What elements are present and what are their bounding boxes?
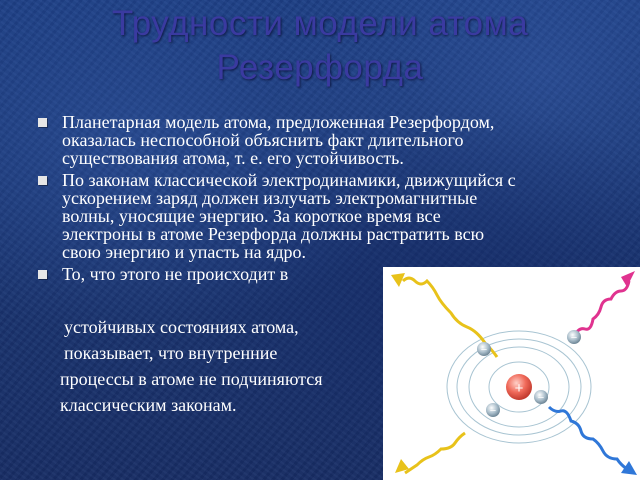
bullet-line: То, что этого не происходит в: [62, 264, 289, 284]
electron-sign: −: [489, 405, 497, 417]
bullet-line: свою энергию и упасть на ядро.: [62, 242, 307, 262]
continuation-line: процессы в атоме не подчиняются: [60, 369, 323, 389]
atom-diagram: [383, 267, 640, 480]
electron-sign: −: [570, 332, 578, 344]
electron: [567, 330, 581, 344]
bullet-square-icon: [38, 118, 47, 127]
slide-title-line-1: Трудности модели атома: [111, 4, 529, 43]
electron: [534, 390, 548, 404]
bullet-line: электроны в атоме Резерфорда должны растратить всю: [62, 224, 485, 244]
yellow-wave-lower: [405, 433, 465, 473]
bullet-line: ускорением заряд должен излучать электромагнитные: [62, 188, 478, 208]
arrow-head-icon: [621, 271, 635, 287]
electron: [486, 403, 500, 417]
slide-title-line-2: Резерфорда: [216, 48, 424, 87]
continuation-line: классическим законам.: [60, 395, 237, 415]
atom-illustration: [383, 267, 640, 480]
continuation-line: показывает, что внутренние: [64, 343, 278, 363]
bullet-list: [36, 113, 616, 287]
bullet-item-2: [36, 171, 616, 261]
magenta-wave: [575, 281, 629, 335]
blue-wave: [549, 407, 627, 469]
electron: [477, 342, 491, 356]
electron-sign: −: [480, 344, 488, 356]
bullet-line: оказалась неспособной объяснить факт длительного: [62, 130, 464, 150]
bullet-line: волны, уносящие энергию. За короткое время все: [62, 206, 441, 226]
slide-title: [0, 2, 640, 90]
bullet-line: Планетарная модель атома, предложенная Резерфордом,: [62, 112, 495, 132]
bullet-line: существования атома, т. е. его устойчивость.: [62, 148, 404, 168]
bullet-item-1: [36, 113, 616, 167]
electron-sign: −: [537, 392, 545, 404]
bullet-square-icon: [38, 270, 47, 279]
nucleus-sign: +: [514, 380, 524, 397]
continuation-line: устойчивых состояниях атома,: [64, 317, 299, 337]
bullet-square-icon: [38, 176, 47, 185]
bullet-line: По законам классической электродинамики, движущийся с: [62, 170, 516, 190]
